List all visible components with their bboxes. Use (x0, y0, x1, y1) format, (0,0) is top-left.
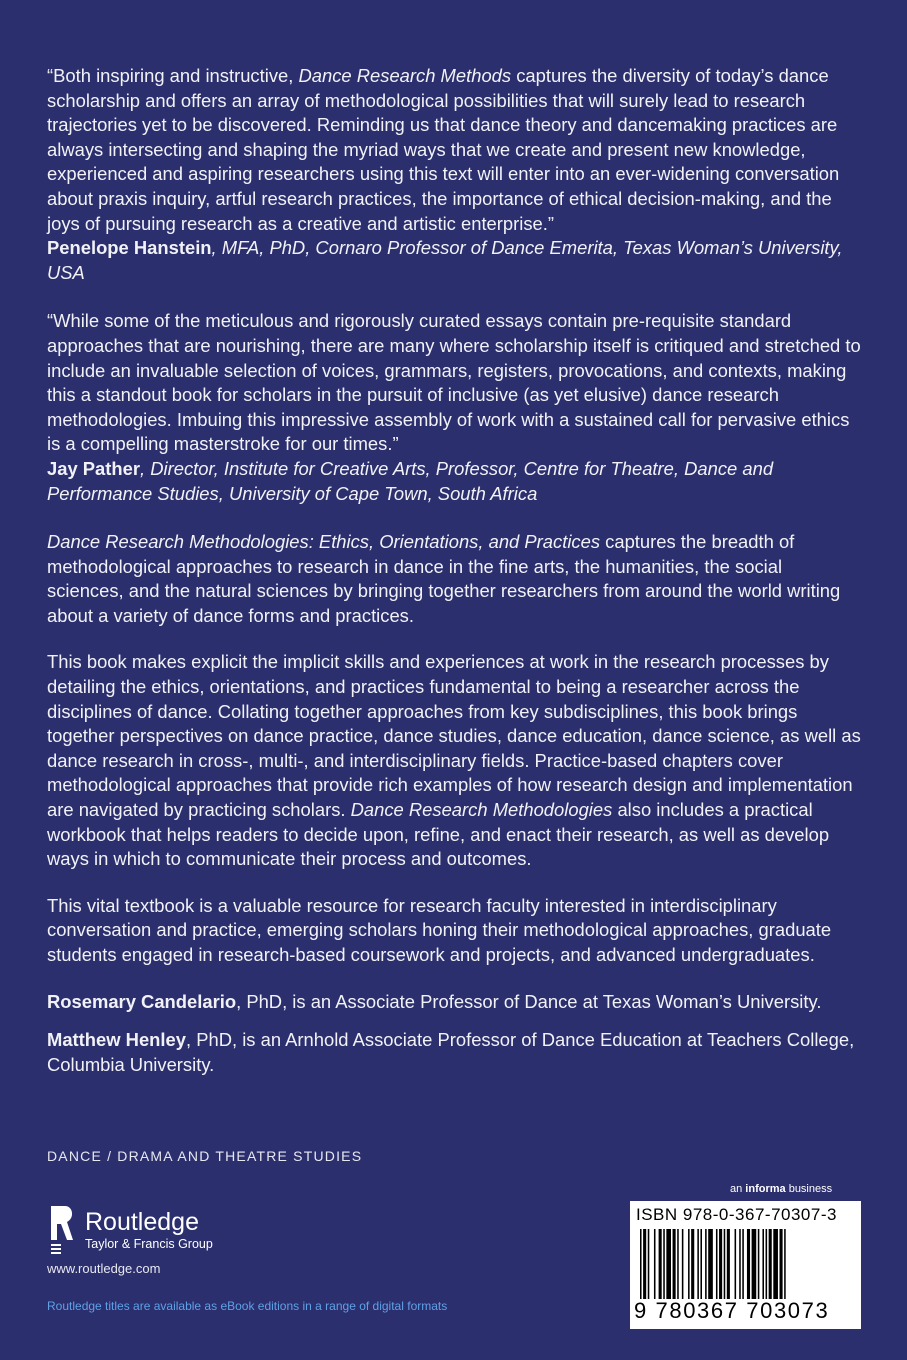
barcode-bar (643, 1229, 646, 1299)
barcode-bar (727, 1229, 730, 1299)
barcode-bar (784, 1229, 786, 1299)
barcode-bar (677, 1229, 679, 1299)
barcode-bar (691, 1229, 694, 1299)
endorser-role: , MFA, PhD, Cornaro Professor of Dance Emerita, Texas Woman’s University, USA (47, 237, 843, 283)
endorser-name: Penelope Hanstein (47, 237, 212, 259)
barcode-bar (735, 1229, 737, 1299)
back-cover-text (47, 64, 862, 1091)
author-bio: Matthew Henley, PhD, is an Arnhold Associate Professor of Dance Education at Teachers College, Columbia University. (47, 1029, 855, 1075)
description-paragraph: This book makes explicit the implicit skills and experiences at work in the research processes by detailing the ethics, orientations, and practices fundamental to being a researcher across the disciplines of dance. Collating together approaches from key subdisciplines, this book brings together perspectives on dance practice, dance studies, dance education, dance science, as well as dance research in cross-, multi-, and interdisciplinary fields. Practice-based chapters cover methodological approaches that provide rich examples of how research design and implementation are navigated by practicing scholars. Dance Research Methodologies also includes a practical workbook that helps readers to decide upon, refine, and enact their research, as well as develop ways in which to communicate their process and outcomes. (47, 651, 861, 870)
endorsement-quote: “While some of the meticulous and rigorously curated essays contain pre-requisite standard approaches that are nourishing, there are many where scholarship itself is critiqued and stretched to include an invaluable selection of voices, grammars, registers, provocations, and contexts, making this a standout book for scholars in the pursuit of inclusive (as yet elusive) dance research methodologies. Imbuing this impressive assembly of work with a sustained call for pervasive ethics is a compelling masterstroke for our times.” (47, 310, 861, 455)
endorsement-attribution (47, 236, 862, 285)
endorsement-attribution (47, 457, 862, 506)
author-bio: Rosemary Candelario, PhD, is an Associate Professor of Dance at Texas Woman’s University. (47, 990, 822, 1012)
endorser-role: , Director, Institute for Creative Arts, Professor, Centre for Theatre, Dance and Performance Studies, University of Cape Town, South Africa (47, 457, 774, 504)
barcode-bar (780, 1229, 783, 1299)
barcode-bar (666, 1229, 671, 1299)
barcode-bar (705, 1229, 707, 1299)
description-paragraph: Dance Research Methodologies: Ethics, Orientations, and Practices captures the breadth of methodological approaches to research in dance in the fine arts, the humanities, the social sciences, and the natural sciences by bringing together researchers from around the world writing about a variety of dance forms and practices. (47, 531, 841, 626)
barcode-bar (682, 1229, 684, 1299)
barcode-bar (663, 1229, 665, 1299)
ebook-note: Routledge titles are available as eBook editions in a range of digital formats (47, 1299, 448, 1313)
barcode-bar (762, 1229, 764, 1299)
ean-digits: 9 780367 703073 (634, 1298, 830, 1323)
author-name: Rosemary Candelario (47, 990, 237, 1012)
publisher-url: www.routledge.com (47, 1261, 161, 1276)
book-title-italic: Dance Research Methodologies: Ethics, Orientations, and Practices (47, 531, 601, 553)
barcode-bar (758, 1229, 760, 1299)
barcode-bar (697, 1229, 699, 1299)
barcode-bars-icon (640, 1229, 854, 1299)
barcode-bar (716, 1229, 718, 1299)
description-paragraph: This vital textbook is a valuable resource for research faculty interested in interdisciplinary conversation and practice, emerging scholars honing their methodological approaches, graduate students engaged in research-based coursework and projects, and advanced undergraduates. (47, 894, 832, 965)
publisher-logo (47, 1204, 213, 1256)
endorser-name: Jay Pather (47, 457, 141, 479)
endorsement-quote: “Both inspiring and instructive, Dance Research Methods captures the diversity of today’s dance scholarship and offers an array of methodological possibilities that will surely lead to research trajectories yet to be discovered. Reminding us that dance theory and dancemaking practices are always intersecting and shaping the myriad ways that we create and present new knowledge, experienced and aspiring researchers using this text will enter into an ever-widening conversation about praxis inquiry, artful research practices, the importance of ethical decision-making, and the joys of pursuing research as a creative and artistic enterprise.” (47, 65, 840, 234)
publisher-name: Routledge (85, 1208, 199, 1236)
isbn-barcode (630, 1201, 861, 1329)
subject-category: DANCE / DRAMA AND THEATRE STUDIES (47, 1148, 363, 1164)
barcode-bar (700, 1229, 702, 1299)
barcode-bar (719, 1229, 722, 1299)
book-title-italic: Dance Research Methodologies (350, 799, 613, 821)
barcode-bar (752, 1229, 757, 1299)
barcode-bar (654, 1229, 656, 1299)
isbn-label: ISBN 978-0-367-70307-3 (636, 1205, 837, 1224)
barcode-bar (673, 1229, 676, 1299)
author-name: Matthew Henley (47, 1029, 186, 1051)
barcode-bar (766, 1229, 768, 1299)
barcode-bar (773, 1229, 778, 1299)
barcode-bar (640, 1229, 642, 1299)
barcode-bar (648, 1229, 650, 1299)
barcode-bar (688, 1229, 690, 1299)
barcode-bar (769, 1229, 772, 1299)
book-title-italic: Dance Research Methods (298, 65, 512, 86)
publisher-group: Taylor & Francis Group (85, 1237, 213, 1251)
barcode-bar (724, 1229, 726, 1299)
routledge-logo-icon (47, 1204, 77, 1256)
informa-business-label: an informa business (730, 1183, 833, 1195)
barcode-bar (708, 1229, 713, 1299)
barcode-bar (659, 1229, 662, 1299)
barcode-bar (742, 1229, 744, 1299)
barcode-bar (747, 1229, 750, 1299)
barcode-bar (739, 1229, 741, 1299)
